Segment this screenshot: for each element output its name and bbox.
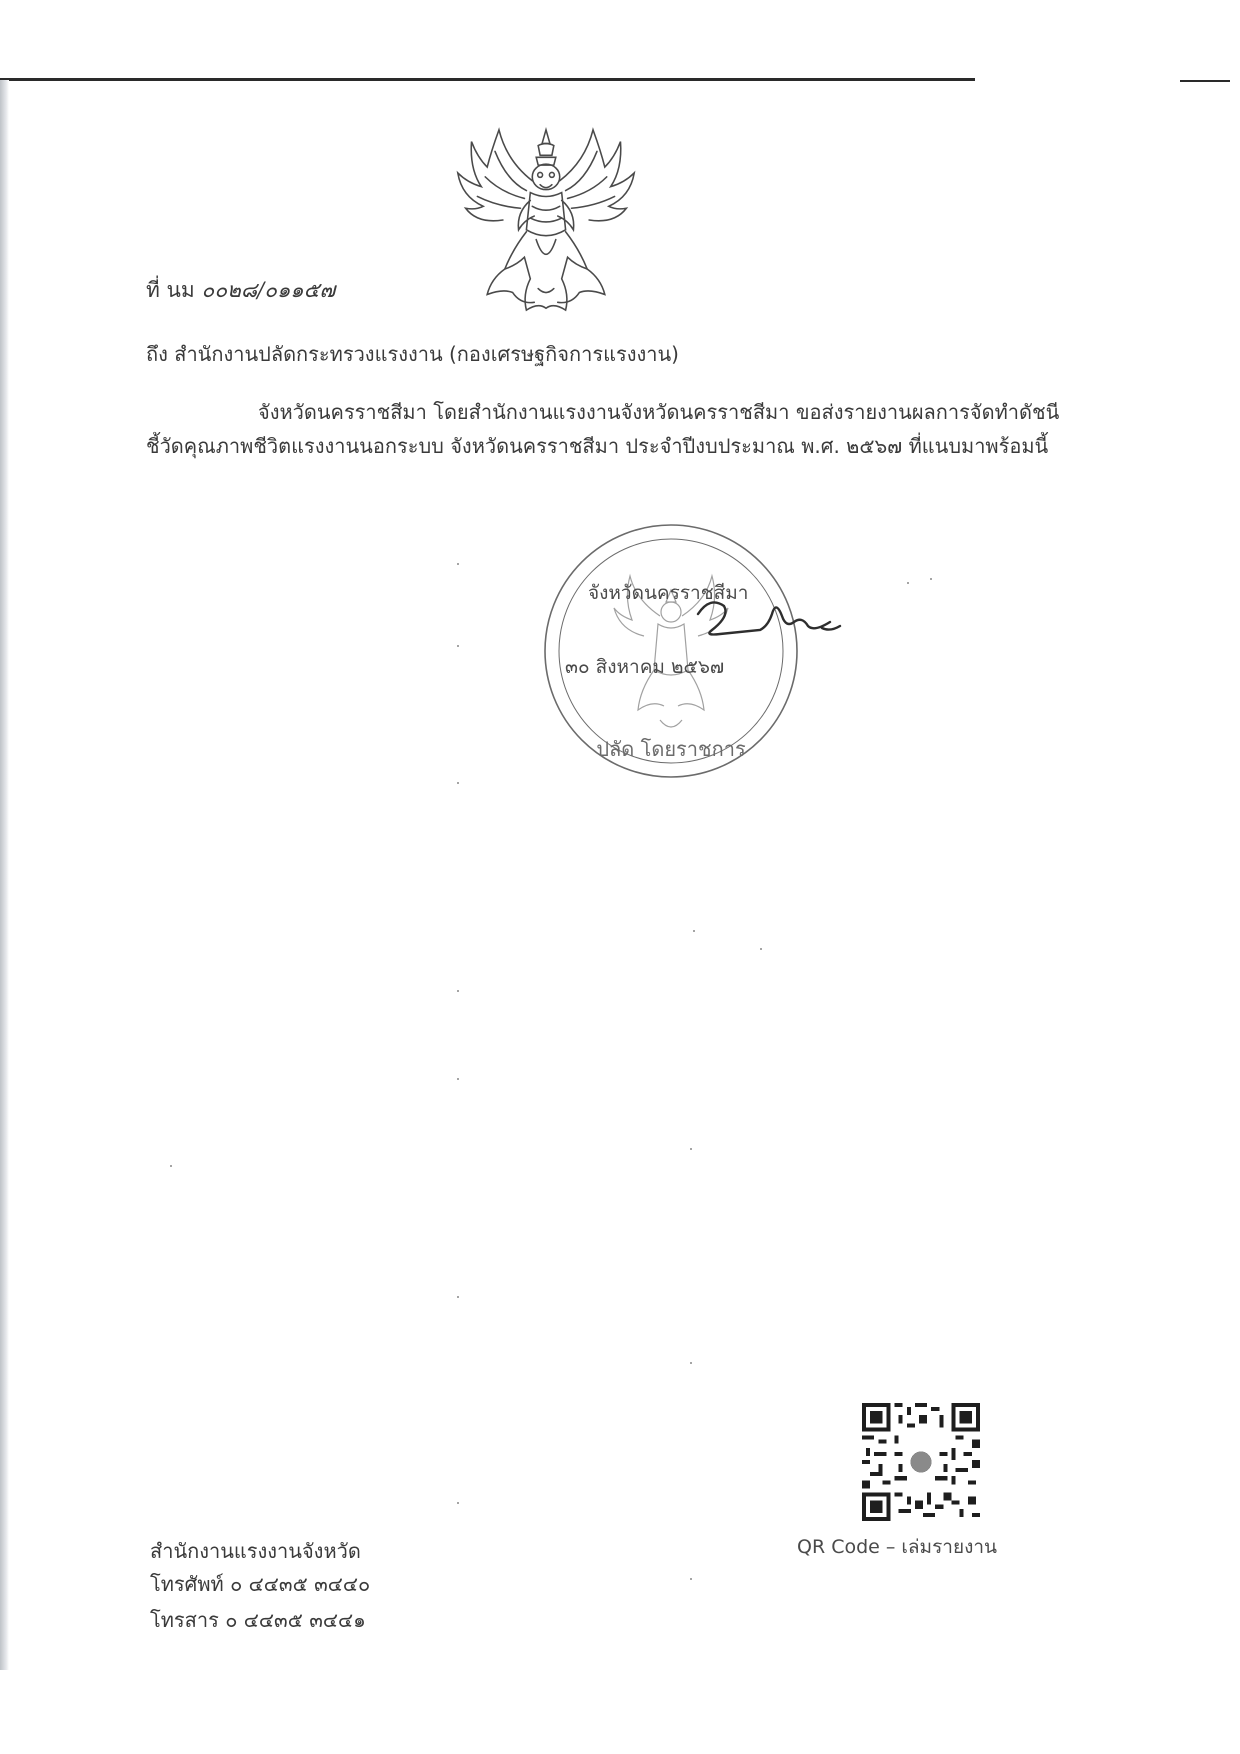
scan-speck: [760, 948, 762, 950]
scan-speck: [457, 990, 459, 992]
footer-fax: โทรสาร ๐ ๔๔๓๕ ๓๔๔๑: [150, 1608, 366, 1632]
scan-speck: [457, 563, 459, 565]
footer-phone: โทรศัพท์ ๐ ๔๔๓๕ ๓๔๔๐: [150, 1572, 371, 1596]
scan-top-edge: [0, 78, 975, 81]
scan-speck: [457, 645, 459, 647]
seal-date: ๓๐ สิงหาคม ๒๕๖๗: [565, 656, 725, 678]
footer-office: สำนักงานแรงงานจังหวัด: [150, 1539, 361, 1563]
scan-speck: [457, 1502, 459, 1504]
garuda-emblem-icon: [448, 122, 644, 318]
scan-speck: [690, 1148, 692, 1150]
recipient-line: ถึง สำนักงานปลัดกระทรวงแรงงาน (กองเศรษฐกิจการแรงงาน): [146, 342, 679, 366]
scan-speck: [457, 782, 459, 784]
handwritten-signature: [690, 586, 850, 656]
scan-speck: [907, 582, 909, 584]
qr-code: [862, 1403, 980, 1521]
scan-speck: [690, 1578, 692, 1580]
scan-speck: [693, 930, 695, 932]
scan-speck: [170, 1165, 172, 1167]
scan-speck: [930, 578, 932, 580]
reference-prefix: ที่ นม: [146, 278, 195, 302]
scan-speck: [690, 1362, 692, 1364]
seal-province: จังหวัดนครราชสีมา: [588, 582, 749, 604]
body-line-2: ชี้วัดคุณภาพชีวิตแรงงานนอกระบบ จังหวัดนครราชสีมา ประจำปีงบประมาณ พ.ศ. ๒๕๖๗ ที่แนบมาพร้อมนี้: [146, 434, 1049, 458]
reference-number: [146, 274, 335, 307]
body-line-1: จังหวัดนครราชสีมา โดยสำนักงานแรงงานจังหวัดนครราชสีมา ขอส่งรายงานผลการจัดทำดัชนี: [258, 400, 1060, 424]
scan-left-edge: [0, 80, 9, 1670]
seal-ring-text: ปลัด โดยราชการ: [596, 737, 746, 761]
scan-top-edge-right: [1180, 80, 1230, 82]
qr-caption: QR Code – เล่มรายงาน: [797, 1536, 998, 1558]
scan-speck: [457, 1296, 459, 1298]
scan-speck: [457, 1078, 459, 1080]
reference-code: ๐๐๒๘/๐๑๑๕๗: [201, 278, 336, 302]
